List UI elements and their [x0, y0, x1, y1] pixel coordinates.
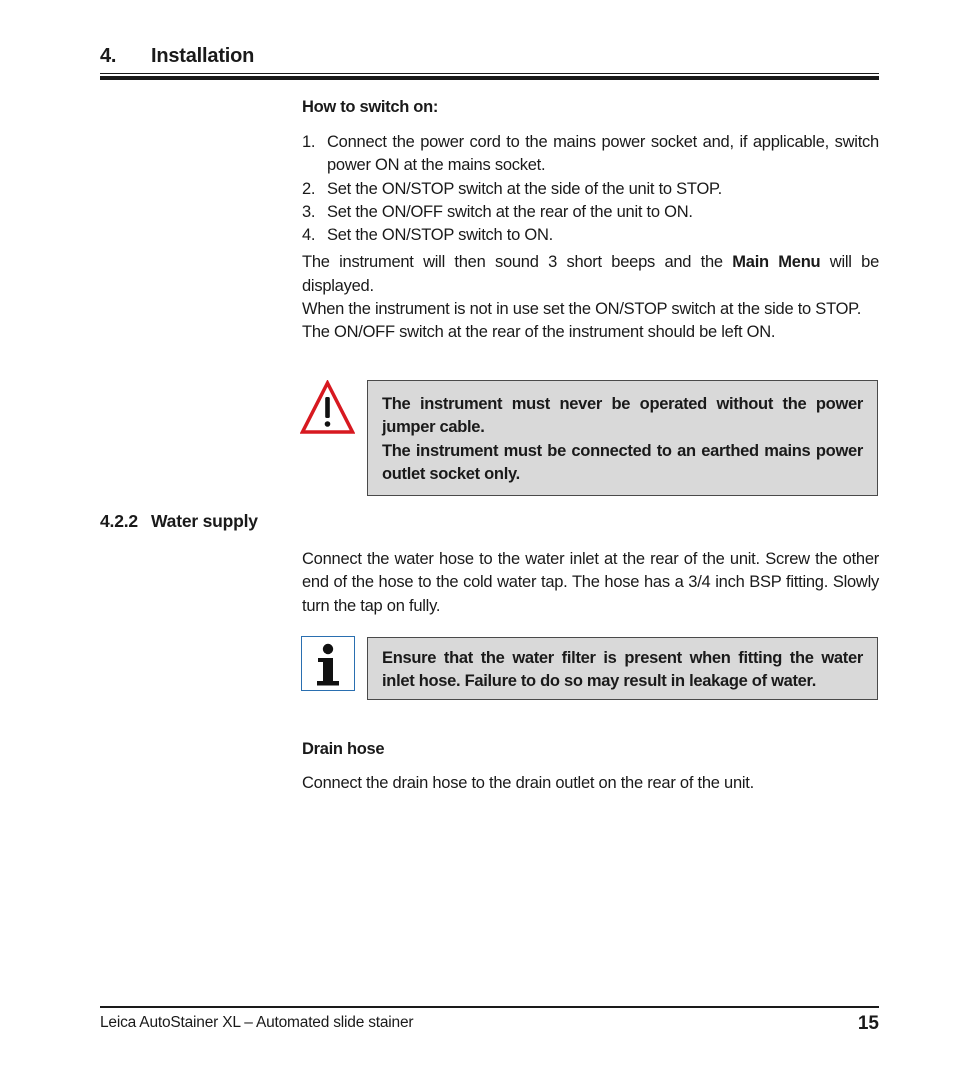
water-supply-text: Connect the water hose to the water inlet at the rear of the unit. Screw the other end of the hose to the cold water tap. The hose has a 3/4 inch BSP fitting. Slowly turn the tap on fully.: [302, 550, 879, 615]
chapter-number: 4.: [100, 45, 117, 67]
footer-product-name: Leica AutoStainer XL – Automated slide stainer: [100, 1014, 414, 1031]
step-number: 3.: [302, 202, 316, 221]
step-number: 2.: [302, 179, 316, 198]
warning-line-2: The instrument must be connected to an earthed mains power outlet socket only.: [382, 441, 863, 483]
switch-on-heading: How to switch on:: [302, 98, 439, 116]
switch-on-section: [302, 131, 879, 345]
step-text: Set the ON/OFF switch at the rear of the unit to ON.: [327, 202, 693, 221]
drain-hose-heading: Drain hose: [302, 740, 385, 758]
info-text: Ensure that the water filter is present when fitting the water inlet hose. Failure to do so may result in leakage of water.: [382, 649, 863, 691]
drain-hose-text: Connect the drain hose to the drain outlet on the rear of the unit.: [302, 774, 754, 792]
main-menu-term: Main Menu: [732, 253, 821, 272]
page-number: 15: [857, 1013, 879, 1034]
header-rule-thick: [100, 76, 879, 80]
section-number: 4.2.2: [100, 511, 138, 531]
warning-box: [367, 380, 878, 496]
beep-paragraph: The instrument will then sound 3 short beeps and the Main Menu will be displayed.: [302, 253, 879, 295]
rear-switch-paragraph: The ON/OFF switch at the rear of the instrument should be left ON.: [302, 323, 776, 342]
not-in-use-paragraph: When the instrument is not in use set the ON/STOP switch at the side to STOP.: [302, 300, 862, 319]
water-supply-text-block: [302, 548, 879, 618]
info-icon: [301, 636, 355, 691]
chapter-title: Installation: [151, 45, 255, 67]
section-title: Water supply: [151, 511, 258, 531]
step-number: 4.: [302, 226, 316, 245]
step-text: Connect the power cord to the mains power socket and, if applicable, switch power ON at the mains socket.: [327, 133, 879, 175]
footer-rule: [100, 1006, 879, 1008]
step-text: Set the ON/STOP switch at the side of the unit to STOP.: [327, 179, 722, 198]
step-item: [302, 131, 879, 178]
info-box: [367, 637, 878, 700]
switch-on-steps: [302, 131, 879, 247]
drain-hose-text-block: [302, 772, 879, 795]
step-item: [302, 201, 879, 224]
step-item: [302, 224, 879, 247]
warning-triangle-icon: [300, 380, 355, 436]
warning-line-1: The instrument must never be operated without the power jumper cable.: [382, 395, 863, 437]
header-rule-thin: [100, 73, 879, 74]
step-number: 1.: [302, 133, 316, 151]
step-item: [302, 178, 879, 201]
step-text: Set the ON/STOP switch to ON.: [327, 226, 553, 245]
